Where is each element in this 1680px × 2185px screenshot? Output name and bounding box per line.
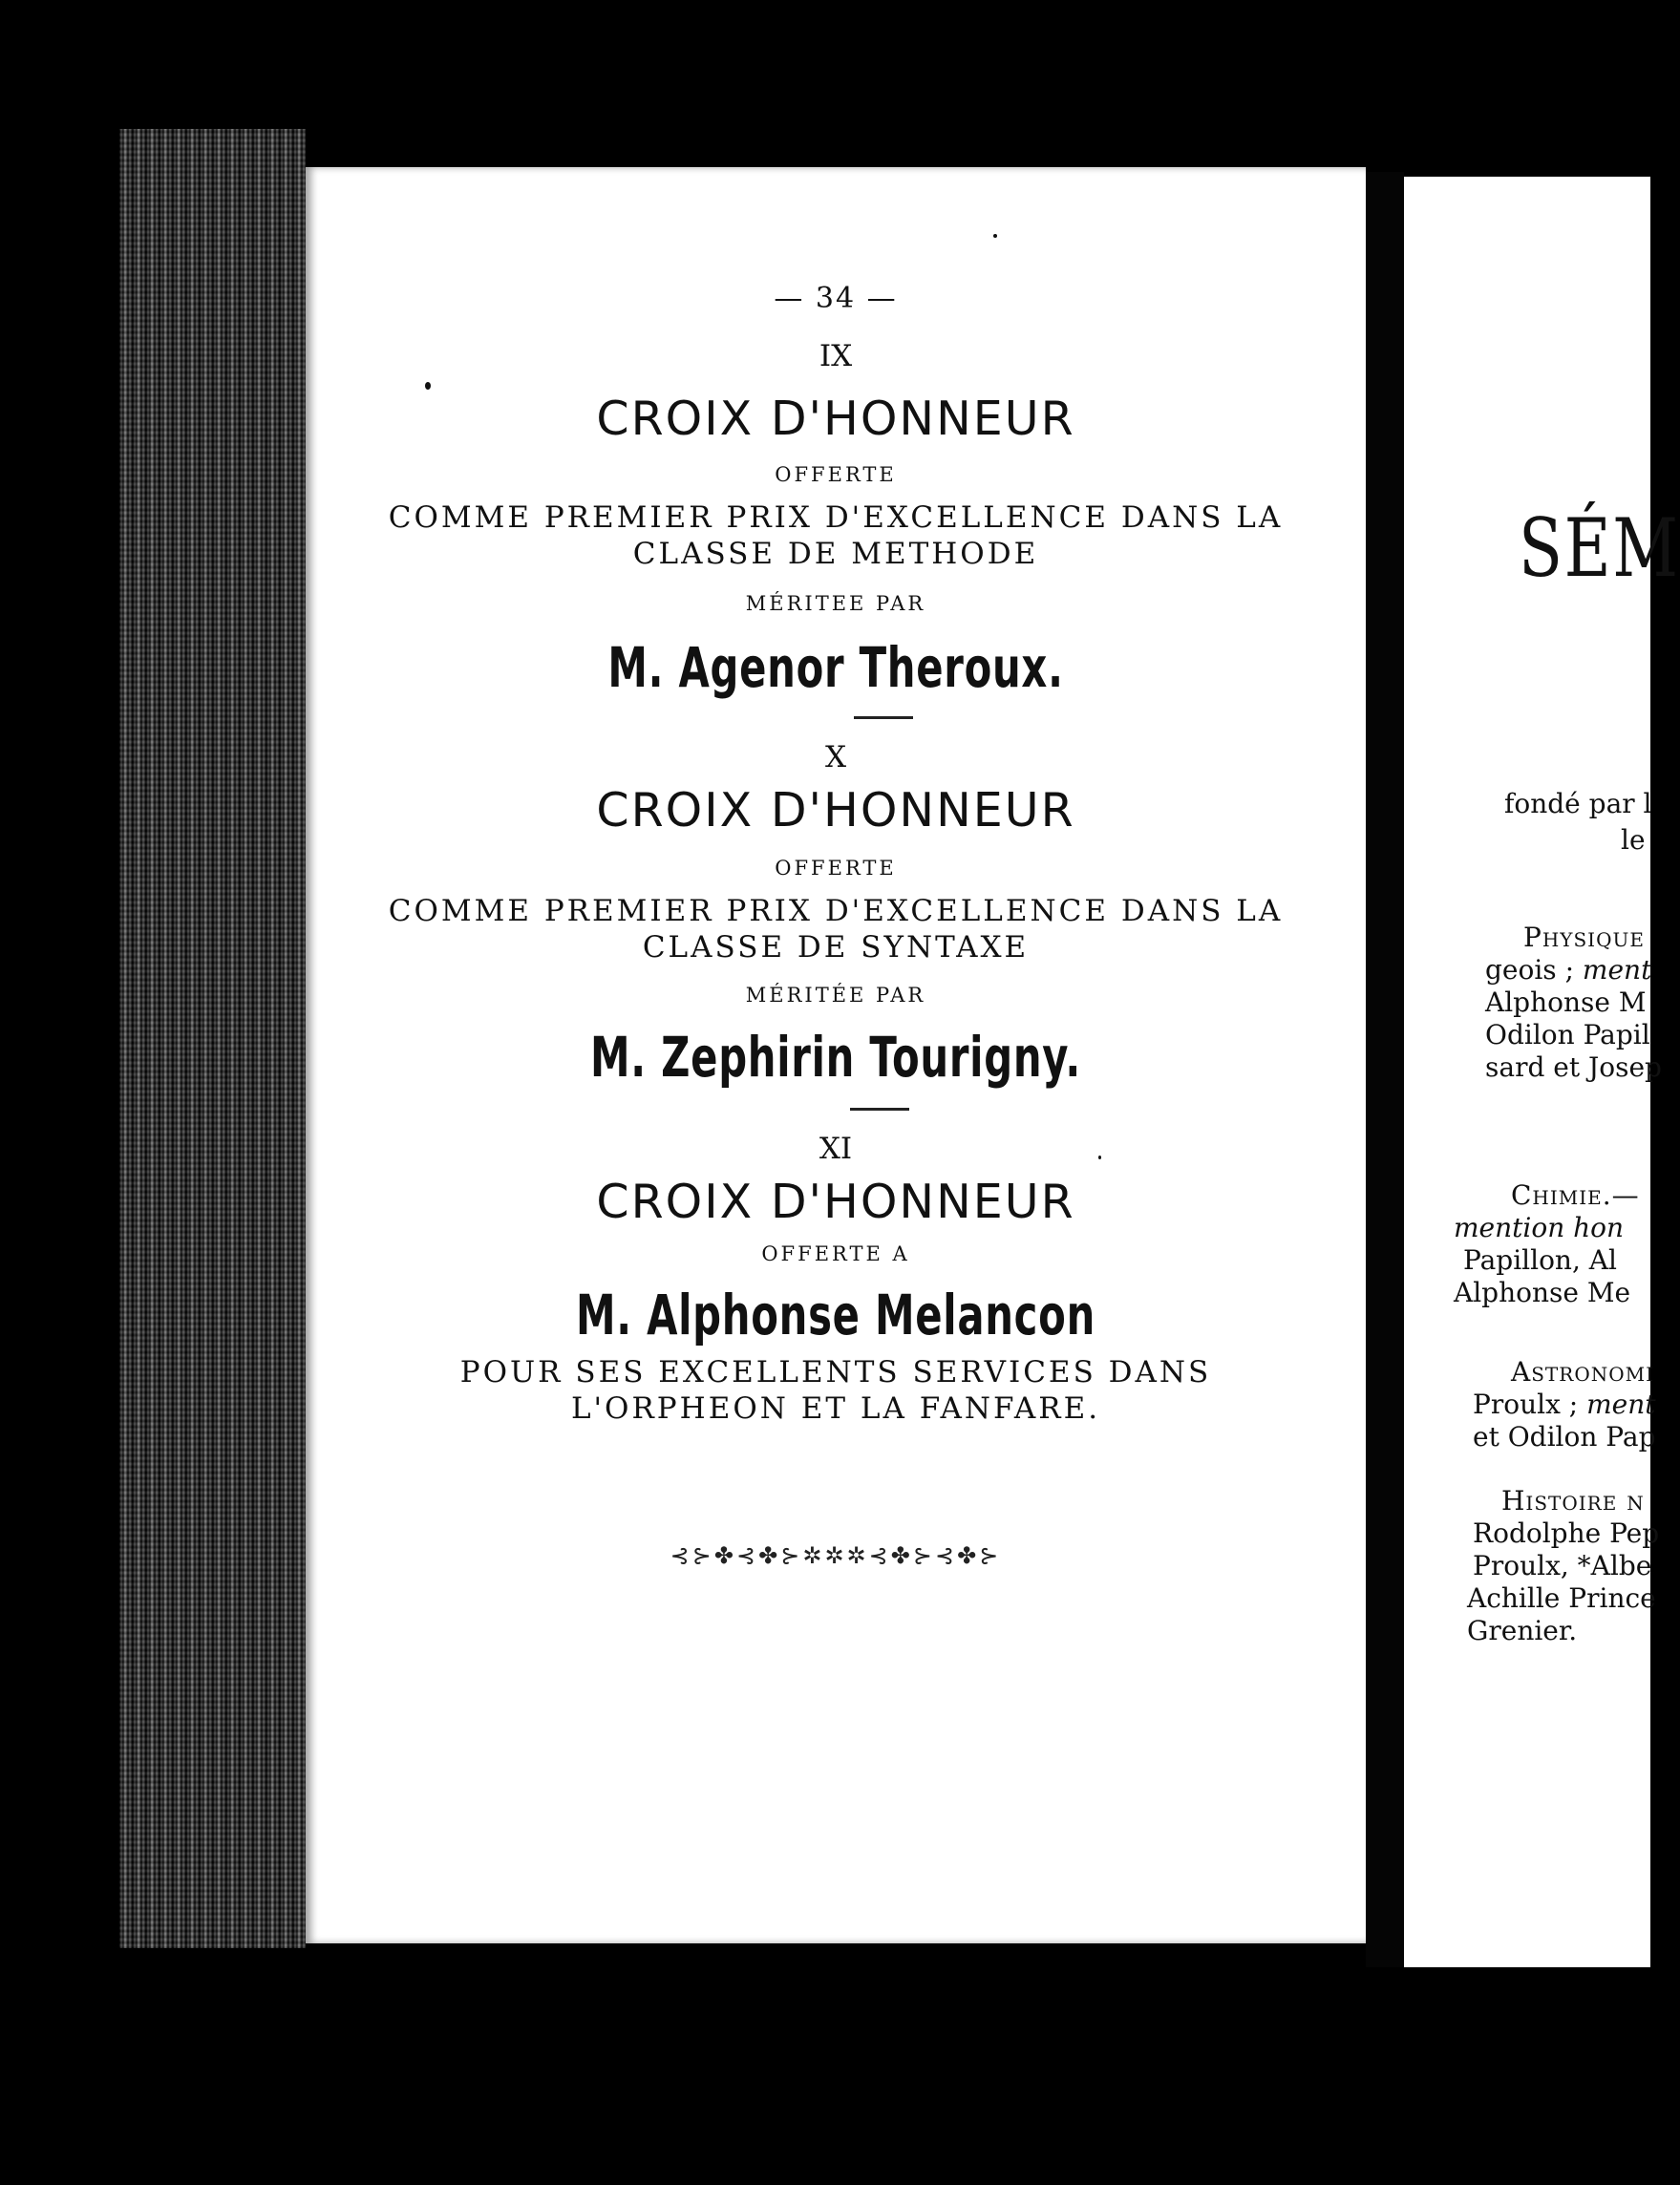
description-line: COMME PREMIER PRIX D'EXCELLENCE DANS LA [388, 894, 1284, 928]
prize-line [1454, 1277, 1630, 1309]
prize-line [1485, 986, 1647, 1019]
offered-label: OFFERTE [775, 857, 897, 880]
merited-by-label: MÉRITEE PAR [745, 592, 926, 615]
prize-line-segment: Astronomi [1511, 1356, 1654, 1388]
prize-line-segment: geois ; [1485, 954, 1583, 986]
description-line: COMME PREMIER PRIX D'EXCELLENCE DANS LA [388, 500, 1284, 535]
prize-line-segment: Odilon Papil [1485, 1019, 1650, 1050]
prize-line [1523, 922, 1645, 954]
recipient-name: M. Agenor Theroux. [607, 635, 1064, 700]
section-numeral: IX [819, 339, 853, 373]
prize-line-segment: mention hon [1454, 1212, 1625, 1243]
offered-label: OFFERTE A [761, 1242, 910, 1265]
prize-line-segment: Achille Prince [1467, 1582, 1656, 1614]
ink-speck [993, 234, 997, 238]
prize-line-segment: Alphonse M [1485, 986, 1647, 1018]
left-page [306, 167, 1366, 1943]
right-page-title: SÉM [1519, 501, 1680, 595]
description-line: CLASSE DE SYNTAXE [642, 930, 1030, 965]
prize-line [1501, 1485, 1645, 1517]
prize-line [1467, 1615, 1577, 1647]
ornament-divider: ⊰⊱✤⊰✤⊱✲✲✲⊰✤⊱⊰✤⊱ [670, 1542, 1002, 1569]
merited-by-label: MÉRITÉE PAR [745, 984, 926, 1007]
page-number: — 34 — [774, 282, 898, 315]
description-line: CLASSE DE METHODE [632, 537, 1039, 571]
book-gutter [1366, 172, 1404, 1967]
prize-line [1511, 1179, 1640, 1212]
description-line: L'ORPHEON ET LA FANFARE. [570, 1391, 1101, 1426]
prize-line-segment: Physique [1523, 922, 1645, 953]
prize-line [1467, 1582, 1656, 1615]
prize-line-segment: Proulx, *Albe [1473, 1550, 1652, 1581]
prize-line-segment: ment [1582, 954, 1652, 986]
recipient-name: M. Alphonse Melancon [575, 1283, 1096, 1347]
prize-line [1473, 1550, 1651, 1582]
prize-line-segment: Alphonse Me [1454, 1277, 1631, 1308]
section-heading: CROIX D'HONNEUR [596, 1175, 1075, 1229]
ink-speck [425, 382, 431, 390]
prize-line [1511, 1356, 1654, 1389]
prize-line [1485, 1051, 1662, 1084]
divider [854, 716, 913, 719]
book-page-edges [119, 129, 306, 1948]
prize-line-segment: sard et Josep [1485, 1051, 1662, 1083]
founded-line: le [1621, 824, 1646, 856]
founded-line: fondé par l [1504, 788, 1652, 819]
prize-line [1473, 1421, 1656, 1453]
section-heading: CROIX D'HONNEUR [596, 392, 1075, 446]
divider [850, 1108, 909, 1111]
prize-line-segment: ment [1586, 1389, 1656, 1420]
prize-line-segment: Rodolphe Pep [1473, 1517, 1660, 1549]
prize-line [1485, 1019, 1650, 1051]
section-heading: CROIX D'HONNEUR [596, 783, 1075, 838]
prize-line [1473, 1389, 1656, 1421]
prize-line [1485, 954, 1651, 986]
prize-line-segment: Histoire n [1501, 1485, 1645, 1517]
prize-line [1473, 1517, 1659, 1550]
prize-line-segment: Chimie.— [1511, 1179, 1640, 1211]
prize-line [1463, 1244, 1617, 1277]
right-page [1404, 177, 1680, 1967]
prize-line-segment: Proulx ; [1473, 1389, 1587, 1420]
prize-line-segment: et Odilon Pap [1473, 1421, 1656, 1453]
ink-speck [1098, 1156, 1101, 1159]
prize-line-segment: Grenier. [1467, 1615, 1578, 1646]
prize-line-segment: Papillon, Al [1463, 1244, 1617, 1276]
recipient-name: M. Zephirin Tourigny. [590, 1025, 1081, 1090]
description-line: POUR SES EXCELLENTS SERVICES DANS [459, 1355, 1212, 1389]
prize-line [1454, 1212, 1624, 1244]
section-numeral: XI [819, 1132, 853, 1166]
section-numeral: X [824, 740, 847, 774]
offered-label: OFFERTE [775, 463, 897, 486]
